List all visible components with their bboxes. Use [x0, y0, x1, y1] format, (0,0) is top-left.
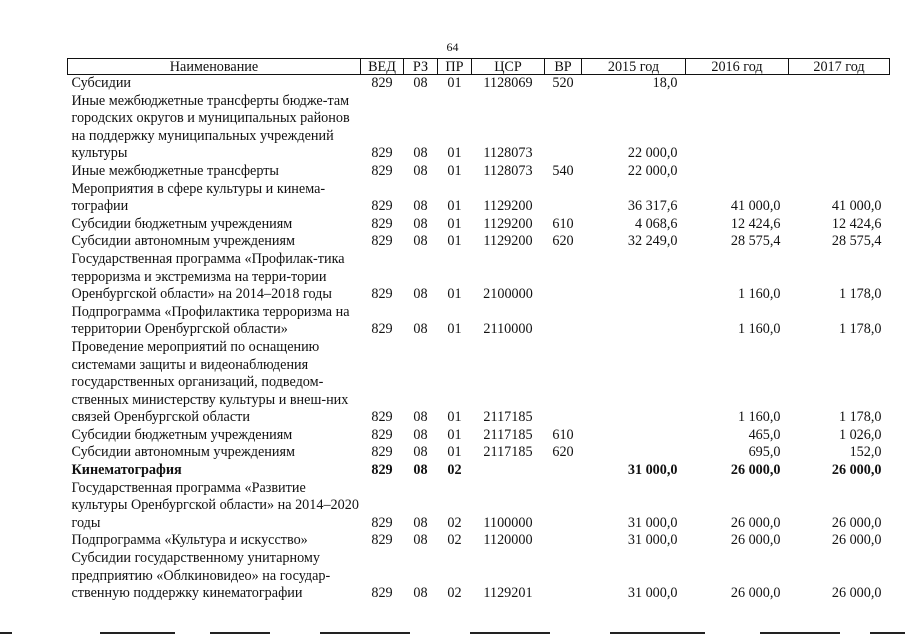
col-header-pr: ПР — [438, 59, 472, 75]
row-vr: 620 — [552, 233, 574, 250]
table-row — [68, 532, 890, 550]
row-csr: 1128073 — [483, 145, 533, 162]
row-rz: 08 — [413, 444, 428, 461]
row-csr: 1129200 — [483, 215, 533, 232]
table-row — [68, 216, 890, 234]
row-value-2017: 152,0 — [849, 444, 882, 461]
row-value-2015: 18,0 — [652, 75, 678, 91]
row-csr: 1128073 — [483, 162, 533, 179]
row-csr: 1100000 — [483, 514, 533, 531]
row-value-2016: 26 000,0 — [730, 532, 781, 549]
row-value-2017: 12 424,6 — [831, 215, 882, 232]
row-ved: 829 — [371, 162, 393, 179]
row-value-2017: 1 178,0 — [838, 409, 882, 426]
row-value-2016: 465,0 — [748, 426, 781, 443]
row-name: Иные межбюджетные трансферты бюдже-там городских округов и муниципальных районов на поддержку муниципальных учреждений культуры — [71, 92, 350, 162]
row-name: Мероприятия в сфере культуры и кинема-тографии — [71, 180, 326, 215]
row-value-2015: 31 000,0 — [627, 532, 678, 549]
row-value-2015 — [582, 251, 686, 304]
row-name: Государственная программа «Профилак-тика терроризма и экстремизма на терри-тории Оренбургской области» на 2014–2018 годы — [71, 250, 345, 303]
row-value-2015 — [582, 339, 686, 427]
row-rz: 08 — [413, 286, 428, 303]
row-csr: 2117185 — [483, 409, 533, 426]
row-value-2015: 22 000,0 — [627, 145, 678, 162]
row-name: Подпрограмма «Культура и искусство» — [71, 532, 308, 549]
table-row — [68, 480, 890, 533]
table-row — [68, 181, 890, 216]
row-name: Проведение мероприятий по оснащению системами защиты и видеонаблюдения государственных организаций, подведом-ственных министерству культуры и внеш-них связей Оренбургской области — [71, 338, 349, 426]
row-name: Субсидии автономным учреждениям — [71, 444, 295, 461]
row-value-2016: 12 424,6 — [730, 215, 781, 232]
col-header-2017: 2017 год — [789, 59, 890, 75]
row-rz: 08 — [413, 162, 428, 179]
row-name: Субсидии бюджетным учреждениям — [71, 215, 293, 232]
row-value-2015: 36 317,6 — [627, 198, 678, 215]
row-pr: 01 — [447, 409, 462, 426]
row-vr: 620 — [552, 444, 574, 461]
row-ved: 829 — [371, 532, 393, 549]
row-vr — [545, 462, 582, 480]
row-ved: 829 — [371, 145, 393, 162]
row-rz: 08 — [413, 532, 428, 549]
row-vr — [545, 480, 582, 533]
row-rz: 08 — [413, 514, 428, 531]
row-value-2016: 695,0 — [748, 444, 781, 461]
row-value-2017: 1 178,0 — [838, 321, 882, 338]
row-value-2016: 1 160,0 — [737, 321, 781, 338]
row-value-2017: 26 000,0 — [831, 462, 882, 479]
row-value-2016: 41 000,0 — [730, 198, 781, 215]
row-name: Субсидии бюджетным учреждениям — [71, 426, 293, 443]
row-csr: 1120000 — [483, 532, 533, 549]
row-vr: 540 — [552, 162, 574, 179]
col-header-2015: 2015 год — [582, 59, 686, 75]
row-csr: 2117185 — [483, 426, 533, 443]
row-csr: 1129200 — [483, 233, 533, 250]
row-ved: 829 — [371, 426, 393, 443]
row-value-2016 — [686, 163, 789, 181]
row-ved: 829 — [371, 585, 393, 602]
row-value-2016 — [686, 93, 789, 163]
row-ved: 829 — [371, 462, 393, 479]
row-pr: 01 — [447, 286, 462, 303]
row-value-2015: 31 000,0 — [627, 585, 678, 602]
row-value-2017 — [789, 163, 890, 181]
row-ved: 829 — [371, 321, 393, 338]
table-row — [68, 251, 890, 304]
row-value-2017: 41 000,0 — [831, 198, 882, 215]
row-vr — [545, 304, 582, 339]
col-header-name: Наименование — [68, 59, 361, 75]
row-rz: 08 — [413, 233, 428, 250]
row-value-2017: 1 178,0 — [838, 286, 882, 303]
row-csr: 1128069 — [483, 75, 533, 91]
row-vr — [545, 339, 582, 427]
row-value-2015 — [582, 444, 686, 462]
table-row — [68, 427, 890, 445]
row-csr — [472, 462, 545, 480]
row-vr — [545, 93, 582, 163]
row-value-2017 — [789, 93, 890, 163]
table-row — [68, 304, 890, 339]
row-csr: 2117185 — [483, 444, 533, 461]
row-ved: 829 — [371, 514, 393, 531]
table-row — [68, 462, 890, 480]
row-value-2015 — [582, 427, 686, 445]
row-pr: 01 — [447, 215, 462, 232]
row-value-2015: 31 000,0 — [627, 462, 678, 479]
row-ved: 829 — [371, 444, 393, 461]
row-name: Субсидии — [71, 75, 132, 91]
col-header-vr: ВР — [545, 59, 582, 75]
col-header-rz: РЗ — [404, 59, 438, 75]
row-value-2015: 31 000,0 — [627, 514, 678, 531]
row-value-2015: 4 068,6 — [634, 215, 678, 232]
row-name: Иные межбюджетные трансферты — [71, 162, 279, 179]
row-value-2016: 1 160,0 — [737, 409, 781, 426]
row-pr: 01 — [447, 75, 462, 91]
table-row — [68, 233, 890, 251]
row-vr — [545, 181, 582, 216]
budget-table — [67, 58, 890, 603]
row-value-2017 — [789, 75, 890, 93]
row-pr: 01 — [447, 321, 462, 338]
row-pr: 01 — [447, 145, 462, 162]
row-ved: 829 — [371, 215, 393, 232]
row-value-2017: 26 000,0 — [831, 532, 882, 549]
row-name: Субсидии государственному унитарному предприятию «Облкиновидео» на государ-ственную поддержку кинематографии — [71, 550, 331, 602]
row-name: Кинематография — [71, 462, 182, 479]
row-pr: 02 — [447, 514, 462, 531]
row-vr — [545, 550, 582, 603]
col-header-2016: 2016 год — [686, 59, 789, 75]
row-pr: 02 — [447, 462, 462, 479]
table-row — [68, 163, 890, 181]
row-value-2016 — [686, 75, 789, 93]
row-pr: 01 — [447, 233, 462, 250]
row-vr: 610 — [552, 215, 574, 232]
row-vr: 520 — [552, 75, 574, 91]
col-header-ved: ВЕД — [361, 59, 404, 75]
table-row — [68, 93, 890, 163]
row-rz: 08 — [413, 426, 428, 443]
row-ved: 829 — [371, 286, 393, 303]
table-row — [68, 339, 890, 427]
row-value-2015: 22 000,0 — [627, 162, 678, 179]
col-header-csr: ЦСР — [472, 59, 545, 75]
row-value-2017: 1 026,0 — [838, 426, 882, 443]
row-value-2015: 32 249,0 — [627, 233, 678, 250]
row-rz: 08 — [413, 462, 428, 479]
row-value-2017: 28 575,4 — [831, 233, 882, 250]
row-value-2015 — [582, 304, 686, 339]
row-pr: 01 — [447, 162, 462, 179]
table-row — [68, 550, 890, 603]
row-rz: 08 — [413, 198, 428, 215]
row-value-2017: 26 000,0 — [831, 514, 882, 531]
row-rz: 08 — [413, 321, 428, 338]
row-name: Субсидии автономным учреждениям — [71, 233, 295, 250]
table-row — [68, 75, 890, 93]
table-row — [68, 444, 890, 462]
row-rz: 08 — [413, 409, 428, 426]
row-value-2016: 26 000,0 — [730, 514, 781, 531]
row-value-2016: 26 000,0 — [730, 462, 781, 479]
row-value-2016: 28 575,4 — [730, 233, 781, 250]
row-value-2017: 26 000,0 — [831, 585, 882, 602]
row-rz: 08 — [413, 75, 428, 91]
row-rz: 08 — [413, 145, 428, 162]
page-bottom-border — [0, 632, 905, 636]
row-pr: 01 — [447, 426, 462, 443]
row-csr: 1129200 — [483, 198, 533, 215]
row-value-2016: 1 160,0 — [737, 286, 781, 303]
row-rz: 08 — [413, 585, 428, 602]
row-ved: 829 — [371, 75, 393, 91]
row-pr: 01 — [447, 444, 462, 461]
row-vr — [545, 532, 582, 550]
row-value-2016: 26 000,0 — [730, 585, 781, 602]
row-rz: 08 — [413, 215, 428, 232]
page-number: 64 — [446, 40, 459, 54]
row-csr: 2100000 — [483, 286, 533, 303]
row-pr: 02 — [447, 532, 462, 549]
row-csr: 2110000 — [483, 321, 533, 338]
row-name: Подпрограмма «Профилактика терроризма на территории Оренбургской области» — [71, 303, 350, 338]
row-csr: 1129201 — [483, 585, 533, 602]
row-vr — [545, 251, 582, 304]
row-ved: 829 — [371, 198, 393, 215]
header-row — [68, 59, 890, 75]
table-body — [68, 75, 890, 603]
row-name: Государственная программа «Развитие культуры Оренбургской области» на 2014–2020 годы — [71, 479, 359, 531]
row-pr: 01 — [447, 198, 462, 215]
row-pr: 02 — [447, 585, 462, 602]
row-vr: 610 — [552, 426, 574, 443]
row-ved: 829 — [371, 409, 393, 426]
row-ved: 829 — [371, 233, 393, 250]
